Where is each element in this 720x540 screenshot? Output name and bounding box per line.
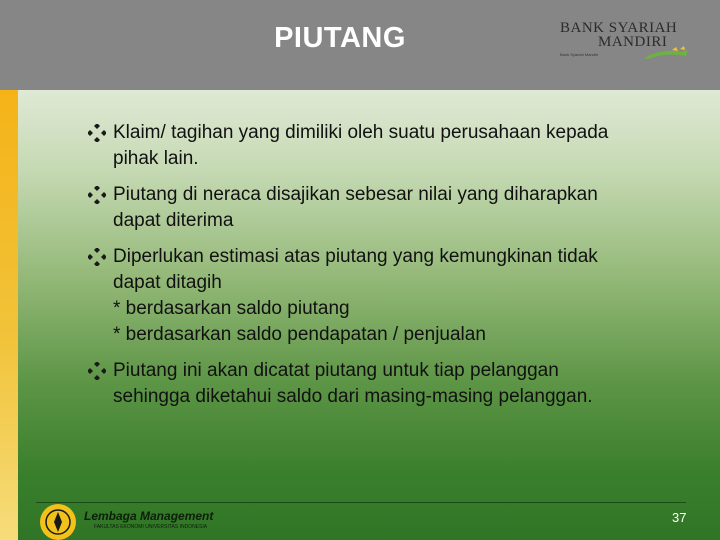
footer-divider: [36, 502, 686, 503]
accent-side-bar: [0, 90, 18, 540]
diamond-bullet-icon: [88, 362, 106, 380]
bank-logo: [556, 20, 696, 62]
footer-org-name: Lembaga Management: [84, 509, 214, 523]
bullet-list: [88, 120, 708, 420]
bullet-line: Piutang di neraca disajikan sebesar nilai yang diharapkan: [113, 184, 598, 205]
bank-logo-tagline: Bank Syariah Mandiri: [560, 52, 599, 57]
bullet-line: dapat ditagih: [113, 272, 222, 293]
bullet-item: [88, 244, 708, 348]
bullet-item: [88, 358, 708, 410]
bank-swoosh-icon: [642, 46, 692, 60]
bullet-item: [88, 120, 708, 172]
bullet-line: * berdasarkan saldo pendapatan / penjualan: [113, 324, 486, 345]
diamond-bullet-icon: [88, 186, 106, 204]
bullet-line: Diperlukan estimasi atas piutang yang kemungkinan tidak: [113, 246, 598, 267]
university-seal-icon: [36, 500, 80, 540]
bullet-line: pihak lain.: [113, 148, 199, 169]
bullet-line: * berdasarkan saldo piutang: [113, 298, 350, 319]
diamond-bullet-icon: [88, 124, 106, 142]
slide-header: [0, 0, 720, 90]
bank-logo-line2: MANDIRI: [598, 34, 668, 50]
bullet-line: Piutang ini akan dicatat piutang untuk tiap pelanggan: [113, 360, 559, 381]
slide-title: PIUTANG: [274, 22, 406, 54]
bullet-item: [88, 182, 708, 234]
page-number: 37: [672, 510, 687, 525]
bullet-line: sehingga diketahui saldo dari masing-masing pelanggan.: [113, 386, 593, 407]
diamond-bullet-icon: [88, 248, 106, 266]
bullet-line: dapat diterima: [113, 210, 234, 231]
bank-logo-line1: BANK SYARIAH: [560, 20, 678, 36]
footer-org-subtitle: FAKULTAS EKONOMI UNIVERSITAS INDONESIA: [94, 524, 208, 530]
bullet-line: Klaim/ tagihan yang dimiliki oleh suatu perusahaan kepada: [113, 122, 609, 143]
